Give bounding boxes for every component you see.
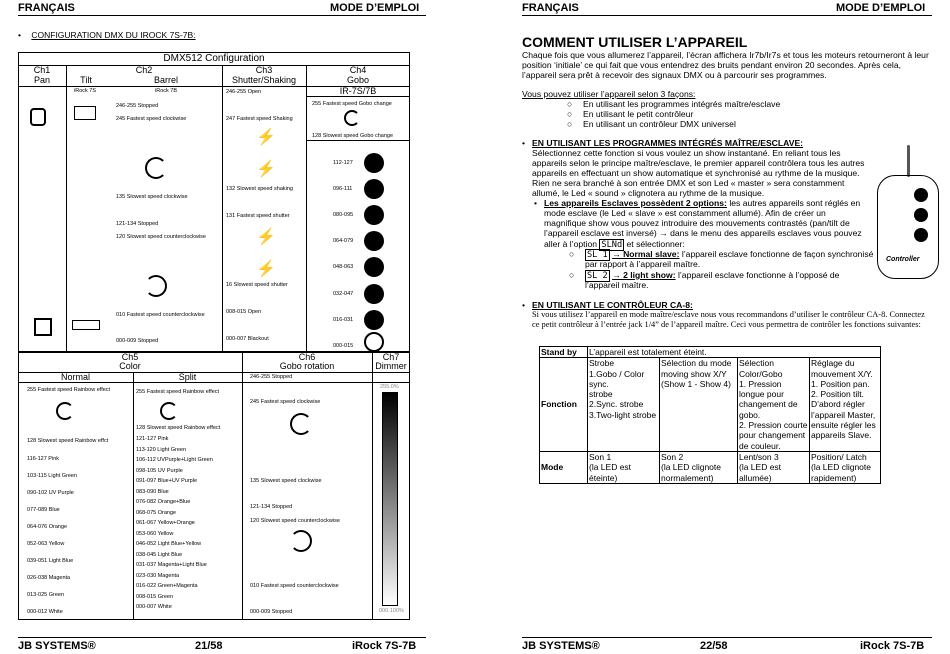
slave-line: mode esclave (le Led « slave » est constamment allumé). Afin de créer un	[544, 208, 826, 218]
gobo-rotation-text: 135 Slowest speed clockwise	[250, 478, 322, 484]
ch4-name: Gobo	[346, 75, 370, 85]
header-mode: MODE D’EMPLOI	[330, 2, 420, 14]
counterclockwise-icon	[290, 530, 312, 552]
color-split-text: 128 Slowest speed Rainbow effect	[136, 425, 221, 431]
ch2-tilt: Tilt	[80, 75, 92, 85]
footer-rule	[522, 637, 932, 638]
irock7b-label: iRock 7B	[155, 88, 178, 94]
slave-line: magnifique show vous pouvez introduire des mouvements contrastés (pan/tilt de	[544, 218, 850, 228]
color-normal-text: 026-038 Magenta	[27, 575, 71, 581]
bullet-icon: •	[522, 300, 526, 310]
dimmer-top: 255.0%	[380, 384, 399, 390]
gobo-star-icon	[364, 231, 384, 251]
gobo-text: 064-079	[333, 238, 354, 244]
irock7s-label: iRock 7S	[74, 88, 97, 94]
dimmer-gradient	[382, 392, 398, 606]
bullet-icon: •	[534, 198, 538, 208]
function-cell: Réglage du mouvement X/Y. 1. Position pan. 2. Position tilt. D’abord régler l’appareil Master, ensuite régler les appareils Slave.	[810, 358, 881, 452]
color-split-text: 000-007 White	[136, 604, 172, 610]
gobo-text: 032-047	[333, 291, 354, 297]
color-split-text: 076-082 Orange+Blue	[136, 499, 191, 505]
standby-label: Stand by	[540, 347, 588, 358]
color-normal-text: 052-063 Yellow	[27, 541, 65, 547]
lightning-icon: ⚡	[256, 161, 276, 178]
section-line: Sélectionnez cette fonction si vous voulez un show instantané. En reliant tous les	[532, 148, 841, 158]
color-normal-text: 064-076 Orange	[27, 524, 68, 530]
section-line: Si vous utilisez l’appareil en mode maître/esclave nous vous recommandons d’utiliser le contrôleur CA-8. Connectez	[532, 310, 925, 319]
color-normal-text: 000-012 White	[27, 609, 63, 615]
gobo-dots-icon	[364, 205, 384, 225]
barrel-text: 120 Slowest speed counterclockwise	[116, 234, 206, 240]
gobo-text: 080-095	[333, 212, 354, 218]
ch2-label: Ch2	[135, 65, 153, 75]
footer-model: iRock 7S-7B	[352, 640, 417, 652]
mode-cell: Son 2 (la LED clignote normalement)	[660, 451, 738, 483]
ch5-normal: Normal	[60, 372, 90, 382]
option-line: par rapport à l’appareil maître.	[585, 259, 701, 269]
controller-button-icon	[914, 208, 928, 222]
gobo-pattern-icon	[364, 153, 384, 173]
fixture-tilt-icon	[72, 320, 100, 330]
footer-page: 21/58	[195, 640, 223, 652]
gobo-text: 096-111	[333, 186, 353, 192]
color-split-text: 038-045 Light Blue	[136, 552, 183, 558]
color-split-text: 255 Fastest speed Rainbow effect	[136, 389, 220, 395]
fixture-tilt-icon	[74, 106, 96, 120]
color-split-text: 031-037 Magenta+Light Blue	[136, 562, 207, 568]
gobo-cross-icon	[364, 310, 384, 330]
option-line: l’appareil maître.	[585, 280, 649, 290]
color-split-text: 008-015 Green	[136, 594, 173, 600]
ch2-barrel: Barrel	[153, 75, 178, 85]
option-line: SL 2 → 2 light show: l’appareil esclave fonctionne à l’opposé de	[587, 270, 840, 281]
footer-model: iRock 7S-7B	[860, 640, 925, 652]
divider	[133, 372, 134, 620]
intro-line: l’appareil sera prêt à recevoir des signaux DMX ou à parcourir ses programmes.	[522, 70, 827, 80]
header-mode: MODE D’EMPLOI	[836, 2, 926, 14]
controller-cable	[907, 145, 910, 177]
gobo-text: 112-127	[333, 160, 353, 166]
mode-cell: Position/ Latch (la LED clignote rapidement)	[810, 451, 881, 483]
lightning-icon: ⚡	[256, 229, 276, 246]
shutter-text: 16 Slowest speed shutter	[226, 282, 288, 288]
ch5-label: Ch5	[121, 352, 139, 362]
header-rule	[522, 15, 932, 16]
gobo-text: 048-063	[333, 264, 354, 270]
gobo-open-icon	[364, 332, 384, 352]
color-normal-text: 090-102 UV Purple	[27, 490, 74, 496]
ch7-name: Dimmer	[375, 361, 407, 371]
color-split-text: 046-052 Light Blue+Yellow	[136, 541, 202, 547]
mode-cell: Son 1 (la LED est éteinte)	[588, 451, 660, 483]
color-split-text: 091-097 Blue+UV Purple	[136, 478, 197, 484]
gobo-swirl-icon	[364, 257, 384, 277]
barrel-text: 121-134 Stopped	[116, 221, 159, 227]
lcd-display: SL 1	[587, 250, 608, 260]
gobo-text: 000-015	[333, 343, 354, 349]
slave-first-line	[544, 198, 860, 208]
lightning-icon: ⚡	[256, 261, 276, 278]
standby-text: L’appareil est totalement éteint.	[588, 347, 881, 358]
section-title: EN UTILISANT LES PROGRAMMES INTÉGRÉS MAÎTRE/ESCLAVE:	[532, 138, 804, 148]
ways-item: En utilisant un contrôleur DMX universel	[583, 119, 736, 129]
controller-image	[877, 175, 939, 279]
section-line: ce petit contrôleur à l’entrée jack 1/4” de l’appareil maître. Ceci vous permettra de contrôler les fonctions suivantes:	[532, 320, 921, 329]
shutter-text: 000-007 Blackout	[226, 336, 269, 342]
shutter-text: 131 Fastest speed shutter	[226, 213, 290, 219]
barrel-text: 135 Slowest speed clockwise	[116, 194, 188, 200]
table-row	[540, 358, 881, 452]
footer-brand: JB SYSTEMS®	[522, 640, 600, 652]
section-line: allumé, le Led « sound » clignotera au rythme de la musique.	[532, 188, 765, 198]
divider	[18, 382, 410, 383]
gobo-change-icon	[344, 110, 360, 126]
divider	[66, 65, 67, 352]
controller-label: Controller	[886, 256, 920, 263]
ch4-label: Ch4	[349, 65, 367, 75]
ways-title: Vous pouvez utiliser l’appareil selon 3 façons:	[522, 89, 696, 99]
gobo-triangle-icon	[364, 179, 384, 199]
divider	[306, 65, 307, 352]
ch6-label: Ch6	[298, 352, 316, 362]
slave-last-line: aller à l’option SLNd et sélectionner:	[544, 239, 685, 250]
lcd-display: SL 2	[587, 271, 608, 281]
gobo-rotation-text: 120 Slowest speed counterclockwise	[250, 518, 340, 524]
gobo-text: 255 Fastest speed Gobo change	[312, 101, 392, 107]
slave-line: les autres appareils sont réglés en	[726, 198, 861, 208]
slave-line: l’appareil esclave est inversé) → dans le menu des appareils esclaves vous pouvez	[544, 228, 862, 238]
clockwise-icon	[290, 413, 312, 435]
color-split-text: 098-105 UV Purple	[136, 468, 183, 474]
intro-line: position ‘initiale’ ce qui fait que vous entendrez des bruits pendant environ 20 secondes. Après cela,	[522, 60, 902, 70]
color-split-text: 061-067 Yellow+Orange	[136, 520, 195, 526]
lcd-display: SLNd	[601, 240, 623, 250]
mode-cell: Lent/son 3 (la LED est allumée)	[738, 451, 810, 483]
color-split-text: 053-060 Yellow	[136, 531, 174, 537]
ways-bullet: ○	[567, 119, 573, 129]
bullet-icon: •	[522, 138, 526, 148]
clockwise-icon	[145, 157, 167, 179]
color-normal-text: 103-115 Light Green	[27, 473, 78, 479]
section-line: appareils en effectuant un show automatique et synchronisé au rythme de la musique.	[532, 168, 860, 178]
color-normal-text: 255 Fastest speed Rainbow effect	[27, 387, 111, 393]
rainbow-icon	[56, 402, 74, 420]
gobo-rotation-text: 121-134 Stopped	[250, 504, 293, 510]
ch7-label: Ch7	[382, 352, 400, 362]
gobo-rotation-text: 246-255 Stopped	[250, 374, 293, 380]
dmx-table-top	[18, 52, 410, 352]
option-bullet: ○	[569, 270, 575, 280]
controller-button-icon	[914, 228, 928, 242]
ways-item: En utilisant le petit contrôleur	[583, 109, 694, 119]
ways-item: En utilisant les programmes intégrés maître/esclave	[583, 99, 781, 109]
barrel-text: 246-255 Stopped	[116, 103, 159, 109]
footer-page: 22/58	[700, 640, 728, 652]
header-language: FRANÇAIS	[18, 2, 75, 14]
option-bullet: ○	[569, 249, 575, 259]
color-split-text: 068-075 Orange	[136, 510, 177, 516]
lightning-icon: ⚡	[256, 129, 276, 146]
color-normal-text: 116-127 Pink	[27, 456, 60, 462]
gobo-text: 016-031	[333, 317, 354, 323]
table-row	[540, 451, 881, 483]
color-normal-text: 128 Slowest speed Rainbow effct	[27, 438, 109, 444]
color-split-text: 016-022 Green+Magenta	[136, 583, 198, 589]
divider	[222, 65, 223, 352]
shutter-text: 246-255 Open	[226, 89, 262, 95]
gobo-sun-icon	[364, 284, 384, 304]
ch4-sub: IR-7S/7B	[306, 86, 410, 97]
section-title: EN UTILISANT LE CONTRÔLEUR CA-8:	[532, 300, 693, 310]
ch3-name: Shutter/Shaking	[231, 75, 297, 85]
slave-title: Les appareils Esclaves possèdent 2 options:	[544, 198, 727, 208]
bullet-icon: •	[18, 30, 21, 40]
ch5-split: Split	[178, 372, 197, 382]
color-split-text: 113-120 Light Green	[136, 447, 187, 453]
rainbow-icon	[160, 402, 178, 420]
color-split-text: 083-090 Blue	[136, 489, 169, 495]
dmx-title: DMX512 Configuration	[163, 53, 265, 64]
color-split-text: 121-127 Pink	[136, 436, 169, 442]
shutter-text: 008-015 Open	[226, 309, 262, 315]
footer-rule	[18, 637, 426, 638]
shutter-text: 247 Fastest speed Shaking	[226, 116, 293, 122]
ch5-name: Color	[119, 361, 141, 371]
barrel-text: 000-009 Stopped	[116, 338, 159, 344]
ch6-name: Gobo rotation	[279, 361, 335, 371]
function-label: Fonction	[540, 358, 588, 452]
controller-table	[539, 346, 881, 484]
function-cell: Sélection Color/Gobo 1. Pression longue pour changement de gobo. 2. Pression courte pour changement de couleur.	[739, 358, 808, 451]
ch1-label: Ch1	[33, 65, 51, 75]
divider	[306, 140, 410, 141]
color-split-text: 023-030 Magenta	[136, 573, 180, 579]
gobo-text: 128 Slowest speed Gobo change	[312, 133, 394, 139]
divider	[372, 352, 373, 620]
function-cell: Sélection du mode moving show X/Y (Show 1 - Show 4)	[660, 358, 738, 452]
ch3-label: Ch3	[255, 65, 273, 75]
header-language: FRANÇAIS	[522, 2, 579, 14]
right-page	[475, 0, 950, 654]
ways-bullet: ○	[567, 109, 573, 119]
color-normal-text: 077-089 Blue	[27, 507, 60, 513]
footer-brand: JB SYSTEMS®	[18, 640, 96, 652]
gobo-rotation-text: 010 Fastest speed counterclockwise	[250, 583, 339, 589]
counterclockwise-icon	[145, 275, 167, 297]
dimmer-bottom: 000.100%	[379, 608, 404, 614]
ch1-name: Pan	[33, 75, 50, 85]
function-cell: Strobe 1.Gobo / Color sync. strobe 2.Sync. strobe 3.Two-light strobe	[588, 358, 660, 452]
color-split-text: 106-112 UVPurple+Light Green	[136, 457, 213, 463]
fixture-pan-icon	[30, 108, 46, 126]
page-title: COMMENT UTILISER L’APPAREIL	[522, 34, 748, 50]
table-row	[540, 347, 881, 358]
mode-label: Mode	[540, 451, 588, 483]
intro-line: Chaque fois que vous allumerez l’appareil, l’écran affichera Ir7b/Ir7s et tous les moteurs retourneront à leur	[522, 50, 929, 60]
color-normal-text: 039-051 Light Blue	[27, 558, 74, 564]
barrel-text: 010 Fastest speed counterclockwise	[116, 312, 205, 318]
barrel-text: 245 Fastest speed clockwise	[116, 116, 187, 122]
divider	[242, 352, 243, 620]
shutter-text: 132 Slowest speed shaking	[226, 186, 293, 192]
section-line: appareils selon le principe maître/esclave, le premier appareil contrôlera tous les autres	[532, 158, 865, 168]
gobo-rotation-text: 245 Fastest speed clockwise	[250, 399, 321, 405]
config-heading: • CONFIGURATION DMX DU IROCK 7S-7B:	[18, 30, 196, 40]
header-rule	[18, 15, 426, 16]
option-line: SL 1 → Normal slave: l’appareil esclave fonctionne de façon synchronisé	[587, 249, 874, 260]
fixture-pan-icon	[34, 318, 52, 336]
controller-button-icon	[914, 188, 928, 202]
gobo-rotation-text: 000-009 Stopped	[250, 609, 293, 615]
color-normal-text: 013-025 Green	[27, 592, 64, 598]
section-line: Rien ne sera branché à son entrée DMX et son Led « master » sera constamment	[532, 178, 845, 188]
ways-bullet: ○	[567, 99, 573, 109]
